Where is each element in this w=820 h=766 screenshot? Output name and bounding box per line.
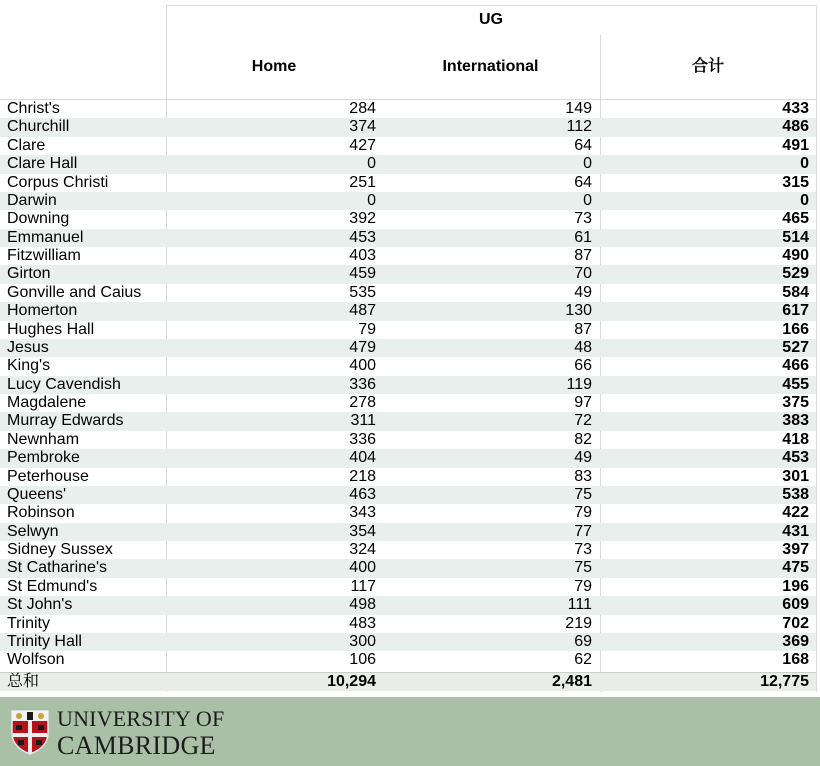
table-row (0, 431, 816, 449)
total-count: 315 (782, 173, 809, 191)
total-count: 375 (782, 394, 809, 411)
total-count: 168 (782, 651, 809, 669)
international-count: 82 (574, 430, 592, 448)
home-count: 400 (349, 357, 376, 375)
college-name: Sidney Sussex (7, 541, 113, 558)
international-count: 49 (574, 283, 592, 301)
divider (166, 5, 816, 6)
home-count: 487 (349, 302, 376, 320)
total-count: 431 (782, 522, 809, 540)
college-name: Queens' (7, 485, 67, 503)
table-row (0, 633, 816, 651)
table-row (0, 578, 816, 596)
international-count: 75 (574, 559, 592, 577)
total-count: 609 (782, 596, 809, 614)
international-count: 112 (566, 118, 592, 136)
home-count: 392 (349, 210, 376, 228)
college-name: St John's (7, 596, 73, 614)
college-name: Hughes Hall (7, 320, 95, 338)
home-count: 251 (349, 173, 376, 191)
international-count: 0 (583, 155, 592, 173)
international-count: 111 (567, 596, 592, 614)
grand-total-total: 12,775 (760, 673, 809, 690)
home-count: 403 (349, 247, 376, 264)
total-count: 527 (782, 338, 809, 356)
total-count: 166 (782, 320, 809, 338)
college-name: Fitzwilliam (7, 247, 81, 264)
home-count: 0 (367, 155, 376, 173)
table-row (0, 339, 816, 357)
home-count: 483 (349, 614, 376, 632)
home-count: 374 (349, 118, 376, 136)
table-row (0, 155, 816, 173)
total-count: 514 (782, 228, 809, 246)
table-row (0, 615, 816, 633)
college-name: Corpus Christi (7, 173, 109, 191)
grand-total-international: 2,481 (551, 673, 592, 690)
grand-total-label: 总和 (7, 673, 40, 690)
home-count: 0 (367, 191, 376, 209)
total-count: 369 (782, 632, 809, 650)
table-row (0, 284, 816, 302)
international-count: 70 (574, 265, 592, 283)
table-row (0, 247, 816, 265)
home-count: 404 (349, 449, 376, 467)
table-row (0, 174, 816, 192)
college-name: Selwyn (7, 522, 59, 540)
international-count: 79 (574, 504, 592, 522)
table-row (0, 357, 816, 375)
cambridge-crest-icon (10, 709, 50, 755)
table-row (0, 486, 816, 504)
home-count: 300 (349, 632, 376, 650)
international-count: 73 (574, 541, 592, 558)
column-header-international: International (442, 58, 539, 75)
table-row (0, 559, 816, 577)
table-row (0, 265, 816, 283)
international-count: 149 (565, 100, 592, 117)
college-name: Murray Edwards (7, 412, 124, 430)
total-count: 383 (782, 412, 809, 430)
total-count: 422 (782, 504, 809, 522)
total-count: 491 (782, 136, 809, 154)
total-count: 465 (782, 210, 809, 228)
grand-total-home: 10,294 (327, 673, 376, 690)
table-body (0, 100, 816, 670)
college-name: St Edmund's (7, 577, 98, 595)
divider (816, 5, 817, 692)
home-count: 427 (349, 136, 376, 154)
university-wordmark (57, 708, 224, 759)
total-count: 584 (782, 283, 809, 301)
international-count: 79 (574, 577, 592, 595)
total-count: 433 (782, 100, 809, 117)
total-count: 455 (782, 375, 809, 393)
table-row (0, 100, 816, 118)
table-row (0, 394, 816, 412)
table-row (0, 523, 816, 541)
international-count: 119 (566, 375, 592, 393)
college-name: Downing (7, 210, 70, 228)
table-row (0, 376, 816, 394)
total-count: 453 (782, 449, 809, 467)
total-count: 529 (782, 265, 809, 283)
college-name: Magdalene (7, 394, 87, 411)
wordmark-line1: UNIVERSITY OF (57, 706, 225, 731)
table-row (0, 302, 816, 320)
college-name: Newnham (7, 430, 80, 448)
international-count: 83 (574, 467, 592, 485)
college-name: Darwin (7, 191, 57, 209)
college-name: Robinson (7, 504, 75, 522)
international-count: 62 (574, 651, 592, 669)
college-name: Trinity Hall (7, 632, 82, 650)
college-name: Clare Hall (7, 155, 78, 173)
table-row (0, 192, 816, 210)
table-row (0, 412, 816, 430)
international-count: 61 (574, 228, 592, 246)
total-count: 397 (782, 541, 809, 558)
table-row (0, 468, 816, 486)
home-count: 354 (349, 522, 376, 540)
college-name: Christ's (7, 100, 60, 117)
international-count: 73 (574, 210, 592, 228)
college-name: Wolfson (7, 651, 65, 669)
home-count: 463 (349, 485, 376, 503)
column-header-total: 合计 (691, 58, 724, 75)
total-count: 0 (800, 155, 809, 173)
total-count: 538 (782, 485, 809, 503)
college-name: Peterhouse (7, 467, 89, 485)
table-row (0, 651, 816, 669)
home-count: 459 (349, 265, 376, 283)
college-name: Lucy Cavendish (7, 375, 121, 393)
home-count: 311 (350, 412, 376, 430)
column-header-home: Home (251, 58, 297, 75)
college-name: Emmanuel (7, 228, 84, 246)
home-count: 278 (349, 394, 376, 411)
college-name: Homerton (7, 302, 78, 320)
home-count: 106 (349, 651, 376, 669)
total-count: 0 (800, 191, 809, 209)
home-count: 284 (349, 100, 376, 117)
home-count: 400 (349, 559, 376, 577)
table-row (0, 118, 816, 136)
college-name: Girton (7, 265, 51, 283)
home-count: 79 (358, 320, 376, 338)
total-count: 490 (782, 247, 809, 264)
group-header: UG (479, 11, 503, 28)
total-count: 301 (782, 467, 809, 485)
home-count: 453 (349, 228, 376, 246)
international-count: 130 (565, 302, 592, 320)
college-name: Clare (7, 136, 46, 154)
college-name: Jesus (7, 338, 49, 356)
home-count: 117 (350, 577, 376, 595)
international-count: 87 (574, 247, 592, 264)
international-count: 64 (574, 173, 592, 191)
table-row (0, 504, 816, 522)
table-row (0, 137, 816, 155)
table-row (0, 541, 816, 559)
table-row (0, 321, 816, 339)
international-count: 69 (574, 632, 592, 650)
total-count: 617 (782, 302, 809, 320)
college-name: King's (7, 357, 51, 375)
table-row (0, 449, 816, 467)
table-row (0, 229, 816, 247)
home-count: 336 (349, 430, 376, 448)
college-name: Churchill (7, 118, 70, 136)
international-count: 49 (574, 449, 592, 467)
grand-total-row (0, 672, 816, 691)
college-name: Pembroke (7, 449, 80, 467)
total-count: 466 (782, 357, 809, 375)
international-count: 97 (574, 394, 592, 411)
total-count: 475 (782, 559, 809, 577)
home-count: 535 (349, 283, 376, 301)
international-count: 0 (583, 191, 592, 209)
college-name: St Catharine's (7, 559, 107, 577)
total-count: 702 (782, 614, 809, 632)
college-name: Gonville and Caius (7, 283, 142, 301)
international-count: 87 (574, 320, 592, 338)
footer-banner (0, 697, 820, 766)
international-count: 72 (574, 412, 592, 430)
international-count: 75 (574, 485, 592, 503)
home-count: 343 (349, 504, 376, 522)
total-count: 486 (782, 118, 809, 136)
international-count: 66 (574, 357, 592, 375)
international-count: 219 (565, 614, 592, 632)
home-count: 479 (349, 338, 376, 356)
home-count: 324 (349, 541, 376, 558)
international-count: 48 (574, 338, 592, 356)
total-count: 418 (782, 430, 809, 448)
total-count: 196 (782, 577, 809, 595)
home-count: 498 (349, 596, 376, 614)
wordmark-line2: CAMBRIDGE (57, 731, 216, 760)
table-row (0, 210, 816, 228)
college-name: Trinity (7, 614, 50, 632)
home-count: 336 (349, 375, 376, 393)
international-count: 77 (574, 522, 592, 540)
home-count: 218 (349, 467, 376, 485)
table-row (0, 596, 816, 614)
international-count: 64 (574, 136, 592, 154)
